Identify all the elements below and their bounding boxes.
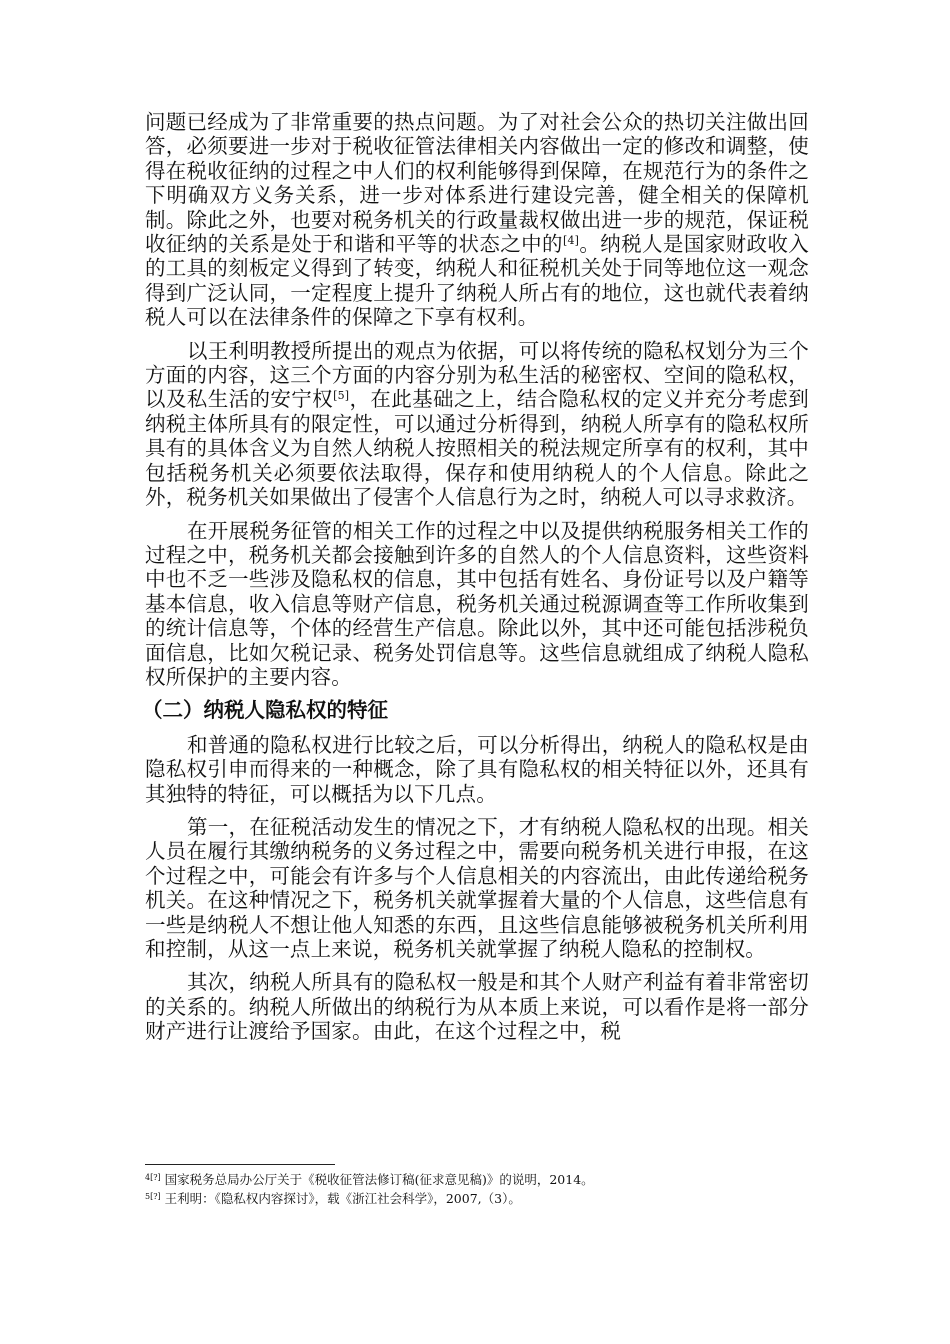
citation-ref-4[interactable]: [4]: [562, 234, 580, 248]
paragraph-5: 第一，在征税活动发生的情况之下，才有纳税人隐私权的出现。相关人员在履行其缴纳税务的义务过程之中，需要向税务机关进行申报，在这个过程之中，可能会有许多与个人信息相关的内容流出，由此传递给税务机关。在这种情况之下，税务机关就掌握着大量的个人信息，这些信息有一些是纳税人不想让他人知悉的东西，且这些信息能够被税务机关所利用和控制，从这一点上来说，税务机关就掌握了纳税人隐私的控制权。: [145, 814, 809, 961]
paragraph-1-text-a: 问题已经成为了非常重要的热点问题。为了对社会公众的热切关注做出回答，必须要进一步对于税收征管法律相关内容做出一定的修改和调整，使得在税收征纳的过程之中人们的权利能够得到保障，在规范行为的条件之下明确双方义务关系，进一步对体系进行建设完善，健全相关的保障机制。除此之外，也要对税务机关的行政量裁权做出进一步的规范，保证税收征纳的关系是处于和谐和平等的状态之中的: [145, 110, 809, 257]
footnote-4-mark: 4[?]: [145, 1173, 161, 1182]
paragraph-2: [145, 339, 809, 510]
footnote-5: [145, 1188, 809, 1207]
footnotes: [145, 1164, 809, 1207]
paragraph-6: 其次，纳税人所具有的隐私权一般是和其个人财产利益有着非常密切的关系的。纳税人所做出的纳税行为从本质上来说，可以看作是将一部分财产进行让渡给予国家。由此，在这个过程之中，税: [145, 970, 809, 1044]
footnote-4-text: 国家税务总局办公厅关于《税收征管法修订稿(征求意见稿)》的说明，2014。: [160, 1172, 594, 1187]
footnote-5-text: 王利明：《隐私权内容探讨》，载《浙江社会科学》，2007,（3）。: [160, 1191, 521, 1206]
citation-ref-5[interactable]: [5]: [333, 389, 350, 403]
paragraph-4: 和普通的隐私权进行比较之后，可以分析得出，纳税人的隐私权是由隐私权引申而得来的一种概念，除了具有隐私权的相关特征以外，还具有其独特的特征，可以概括为以下几点。: [145, 732, 809, 806]
footnote-4: [145, 1169, 809, 1188]
section-heading: （二）纳税人隐私权的特征: [142, 698, 388, 723]
paragraph-2-text-b: ，在此基础之上，结合隐私权的定义并充分考虑到纳税主体所具有的限定性，可以通过分析得到，纳税人所享有的隐私权所具有的具体含义为自然人纳税人按照相关的税法规定所享有的权利，其中包括税务机关必须要依法取得，保存和使用纳税人的个人信息。除此之外，税务机关如果做出了侵害个人信息行为之时，纳税人可以寻求救济。: [145, 387, 809, 510]
page-body: [142, 110, 810, 1053]
footnote-5-mark: 5[?]: [145, 1192, 161, 1201]
paragraph-1: [145, 110, 809, 330]
footnote-divider: [145, 1164, 335, 1165]
paragraph-3: 在开展税务征管的相关工作的过程之中以及提供纳税服务相关工作的过程之中，税务机关都会接触到许多的自然人的个人信息资料，这些资料中也不乏一些涉及隐私权的信息，其中包括有姓名、身份证号以及户籍等基本信息，收入信息等财产信息，税务机关通过税源调查等工作所收集到的统计信息等，个体的经营生产信息。除此以外，其中还可能包括涉税负面信息，比如欠税记录、税务处罚信息等。这些信息就组成了纳税人隐私权所保护的主要内容。: [145, 518, 809, 689]
paragraph-1-text-b: 。纳税人是国家财政收入的工具的刻板定义得到了转变，纳税人和征税机关处于同等地位这一观念得到广泛认同，一定程度上提升了纳税人所占有的地位，这也就代表着纳税人可以在法律条件的保障之下享有权利。: [145, 232, 810, 330]
paragraph-2-text-a: 以王利明教授所提出的观点为依据，可以将传统的隐私权划分为三个方面的内容，这三个方面的内容分别为私生活的秘密权、空间的隐私权，以及私生活的安宁权: [145, 338, 809, 412]
